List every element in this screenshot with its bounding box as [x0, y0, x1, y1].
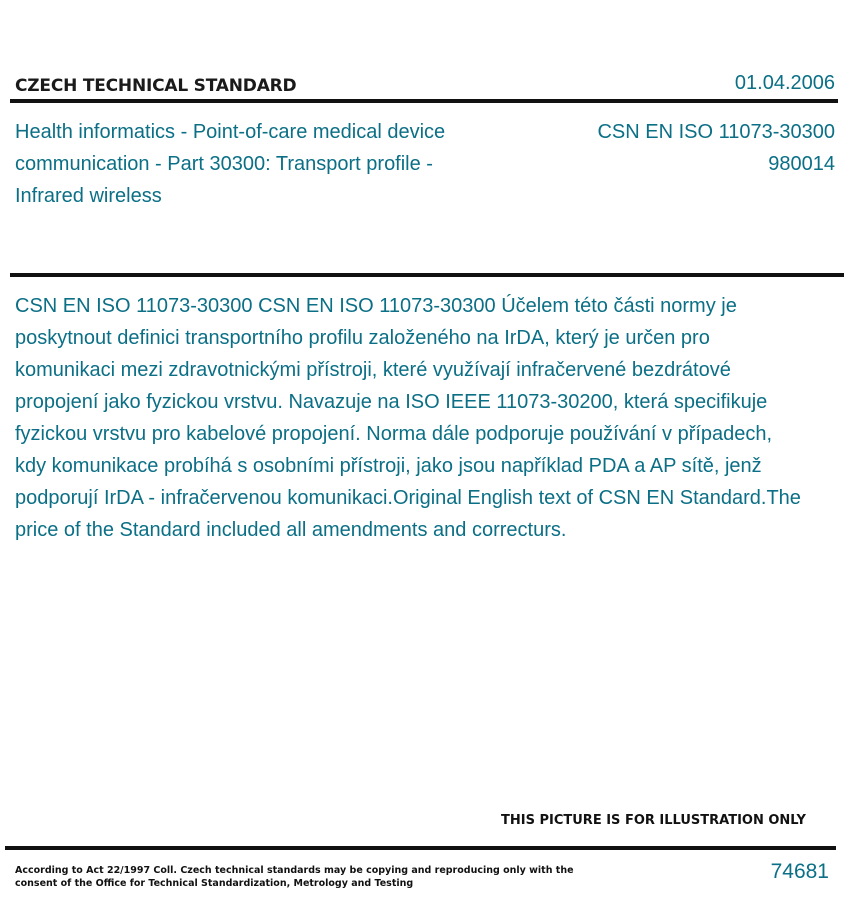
footer-rule: [5, 846, 836, 850]
legal-note: According to Act 22/1997 Coll. Czech technical standards may be copying and reproducing only with the consent of the Office for Technical Standardization, Metrology and Testing: [15, 865, 574, 889]
document-type-label: CZECH TECHNICAL STANDARD: [15, 76, 297, 96]
top-rule: [10, 99, 838, 103]
section-rule: [10, 273, 844, 277]
standard-number: CSN EN ISO 11073-30300: [597, 121, 835, 143]
standard-title: Health informatics - Point-of-care medical device communication - Part 30300: Transport profile - Infrared wireless: [15, 121, 446, 207]
standard-description: CSN EN ISO 11073-30300 CSN EN ISO 11073-30300 Účelem této části normy je poskytnout definici transportního profilu založeného na IrDA, který je určen pro komunikaci mezi zdravotnickými přístroji, které využívají infračervené bezdrátové propojení jako fyzickou vrstvu. Navazuje na ISO IEEE 11073-30200, která specifikuje fyzickou vrstvu pro kabelové propojení. Norma dále podporuje používání v případech, kdy komunikace probíhá s osobními přístroji, jako jsou například PDA a AP sítě, jenž podporují IrDA - infračervenou komunikaci.Original English text of CSN EN Standard.The price of the Standard included all amendments and correcturs.: [15, 295, 801, 541]
illustration-note: THIS PICTURE IS FOR ILLUSTRATION ONLY: [501, 813, 806, 828]
class-code: 980014: [768, 153, 835, 175]
issue-date: 01.04.2006: [734, 72, 835, 94]
standard-identifiers: [597, 116, 835, 180]
catalog-number: 74681: [770, 860, 829, 883]
